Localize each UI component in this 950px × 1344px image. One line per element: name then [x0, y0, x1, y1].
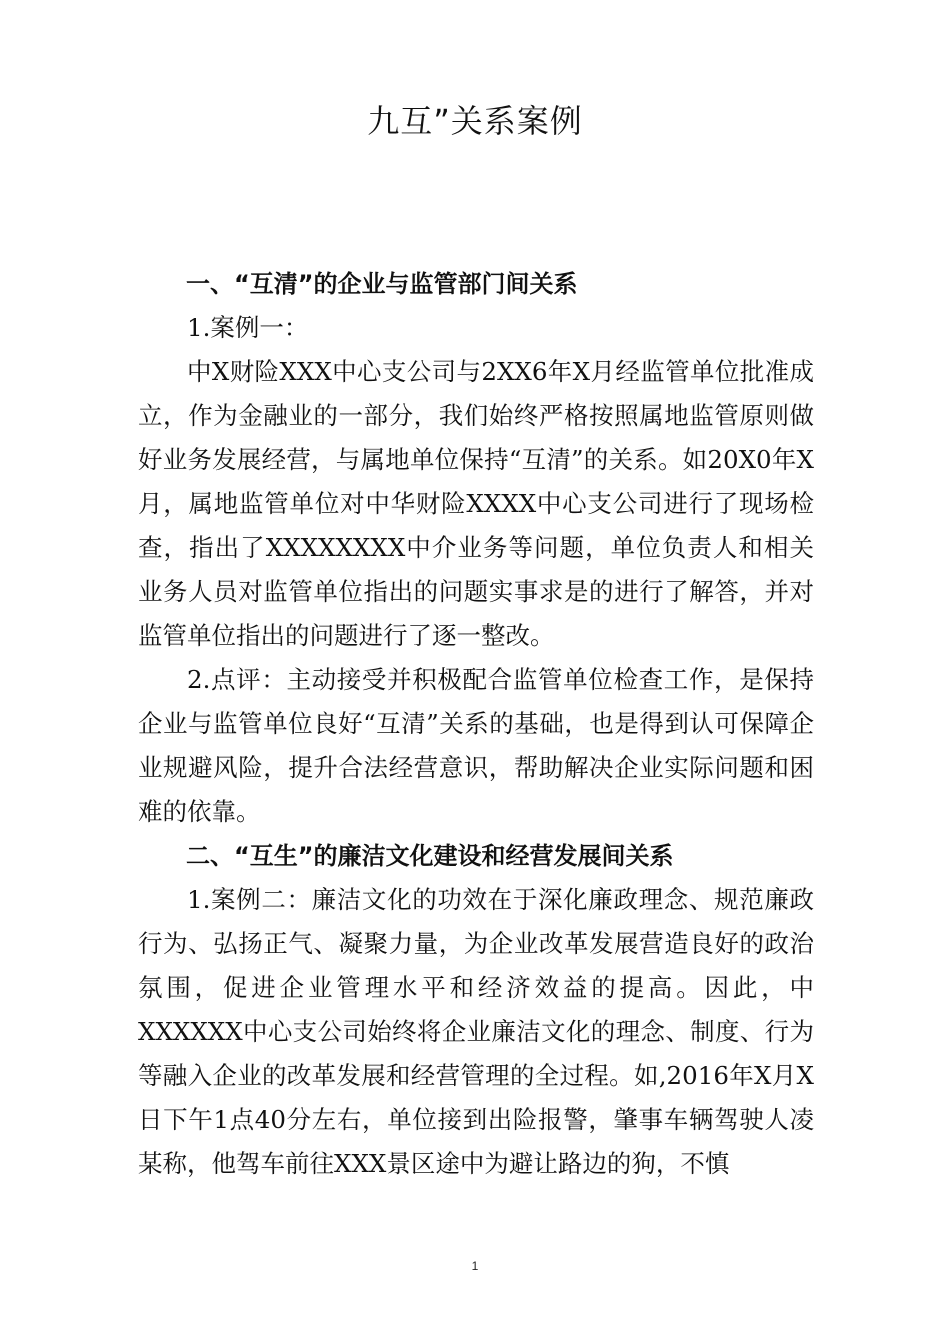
- page-number: 1: [471, 1259, 479, 1273]
- paragraph-case-1-label: 1.案例一：: [187, 313, 309, 342]
- document-body: [138, 262, 814, 1186]
- paragraph-case-2-body: 1.案例二：廉洁文化的功效在于深化廉政理念、规范廉政行为、弘扬正气、凝聚力量，为企业改革发展营造良好的政治氛围，促进企业管理水平和经济效益的提高。因此，中XXXXXX中心支公司始终将企业廉洁文化的理念、制度、行为等融入企业的改革发展和经营管理的全过程。如,2016年X月X日下午1点40分左右，单位接到出险报警，肇事车辆驾驶人凌某称，他驾车前往XXX景区途中为避让路边的狗，不慎: [138, 885, 814, 1178]
- paragraph-comment-1: 2.点评：主动接受并积极配合监管单位检查工作，是保持企业与监管单位良好“互清”关系的基础，也是得到认可保障企业规避风险，提升合法经营意识，帮助解决企业实际问题和困难的依靠。: [138, 665, 814, 826]
- section-heading-1: 一、“互清”的企业与监管部门间关系: [186, 270, 578, 298]
- document-title: 九互”关系案例: [367, 102, 583, 140]
- paragraph-case-1-body: 中X财险XXX中心支公司与2XX6年X月经监管单位批准成立，作为金融业的一部分，我们始终严格按照属地监管原则做好业务发展经营，与属地单位保持“互清”的关系。如20X0年X月，属地监管单位对中华财险XXXX中心支公司进行了现场检查，指出了XXXXXXXX中介业务等问题，单位负责人和相关业务人员对监管单位指出的问题实事求是的进行了解答，并对监管单位指出的问题进行了逐一整改。: [138, 357, 814, 650]
- section-heading-2: 二、“互生”的廉洁文化建设和经营发展间关系: [186, 842, 674, 870]
